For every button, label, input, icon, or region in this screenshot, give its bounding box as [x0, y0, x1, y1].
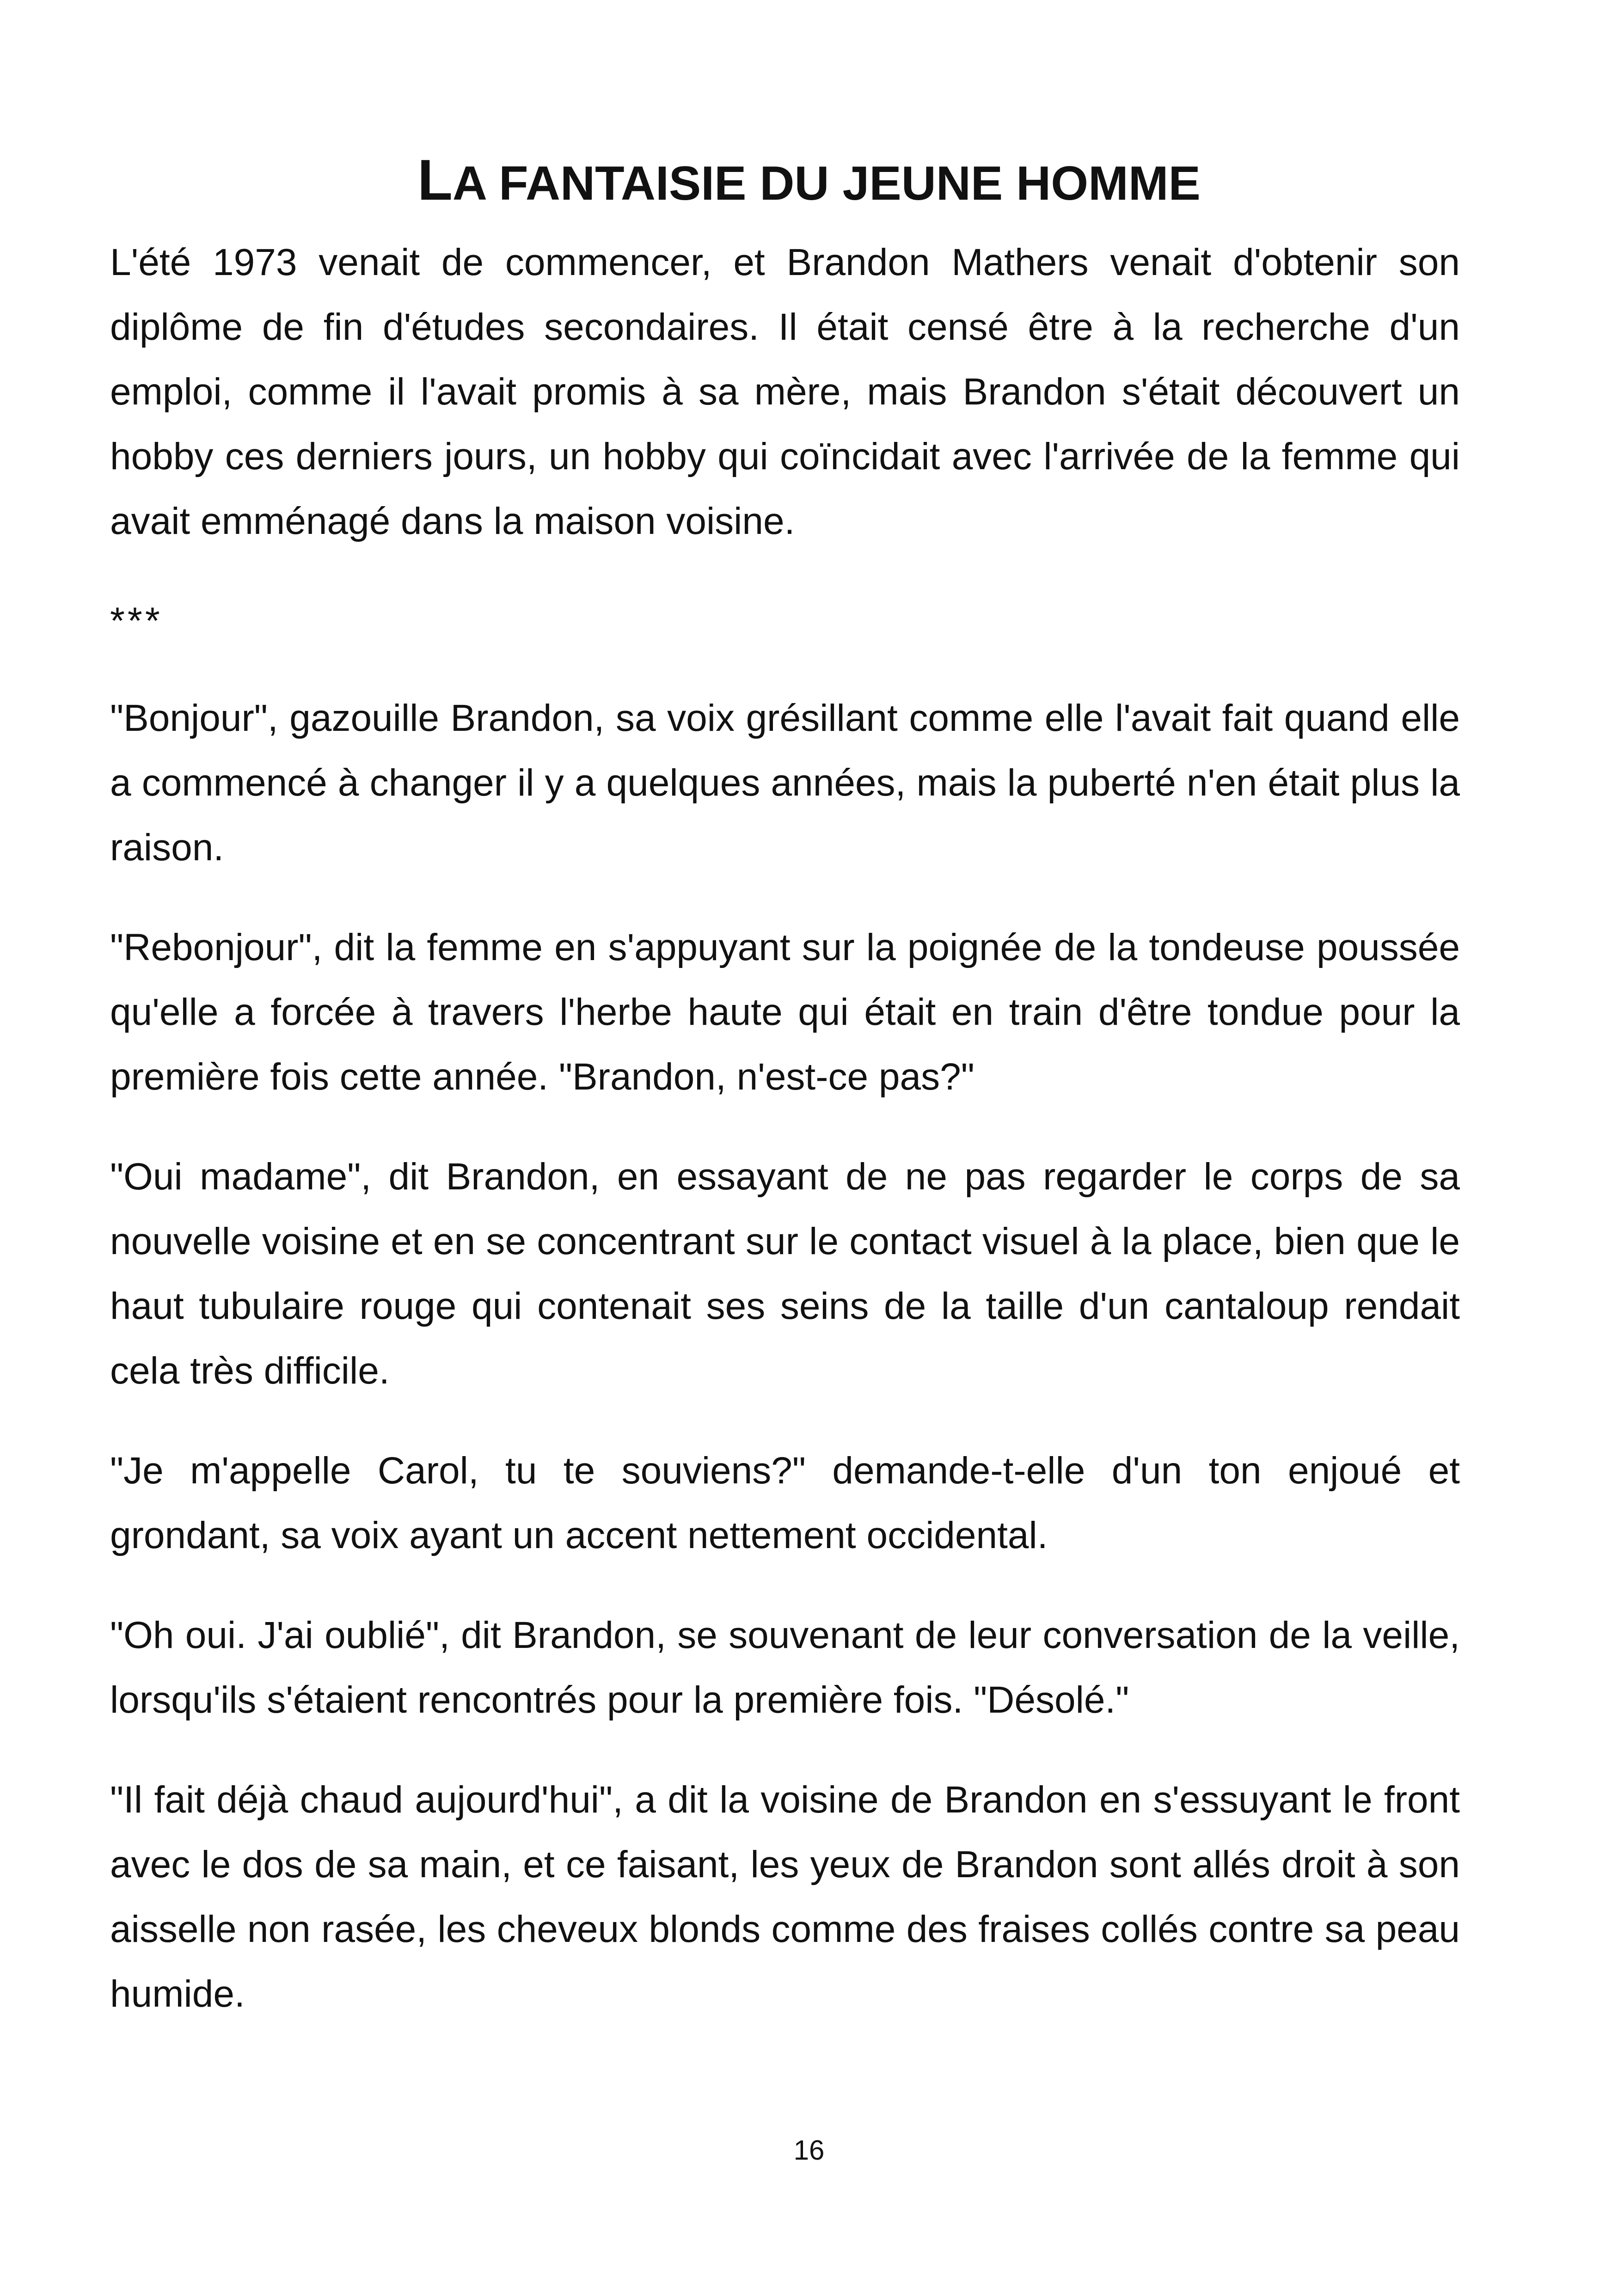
chapter-title-rest: A FANTAISIE DU JEUNE HOMME — [452, 156, 1201, 210]
paragraph-7: "Il fait déjà chaud aujourd'hui", a dit la voisine de Brandon en s'essuyant le front avec le dos de sa main, et ce faisant, les yeux de Brandon sont allés droit à son aisselle non rasée, les cheveux blonds comme des fraises collés contre sa peau humide. — [110, 1779, 1460, 2015]
paragraph-6: "Oh oui. J'ai oublié", dit Brandon, se souvenant de leur conversation de la veille, lorsqu'ils s'étaient rencontrés pour la première fois. "Désolé." — [110, 1614, 1460, 1721]
paragraph-5: "Je m'appelle Carol, tu te souviens?" demande-t-elle d'un ton enjoué et grondant, sa voix ayant un accent nettement occidental. — [110, 1450, 1460, 1556]
scene-separator: *** — [110, 600, 163, 642]
page-number: 16 — [793, 2135, 825, 2166]
chapter-title — [111, 148, 1507, 216]
paragraph-3: "Rebonjour", dit la femme en s'appuyant sur la poignée de la tondeuse poussée qu'elle a forcée à travers l'herbe haute qui était en train d'être tondue pour la première fois cette année. "Brandon, n'est-ce pas?" — [110, 926, 1460, 1098]
paragraph-2: "Bonjour", gazouille Brandon, sa voix grésillant comme elle l'avait fait quand elle a commencé à changer il y a quelques années, mais la puberté n'en était plus la raison. — [110, 697, 1460, 869]
chapter-body — [110, 230, 1460, 2062]
paragraph-4: "Oui madame", dit Brandon, en essayant de ne pas regarder le corps de sa nouvelle voisine et en se concentrant sur le contact visuel à la place, bien que le haut tubulaire rouge qui contenait ses seins de la taille d'un cantaloup rendait cela très difficile. — [110, 1156, 1460, 1392]
paragraph-1: L'été 1973 venait de commencer, et Brandon Mathers venait d'obtenir son diplôme de fin d'études secondaires. Il était censé être à la recherche d'un emploi, comme il l'avait promis à sa mère, mais Brandon s'était découvert un hobby ces derniers jours, un hobby qui coïncidait avec l'arrivée de la femme qui avait emménagé dans la maison voisine. — [110, 241, 1460, 542]
chapter-title-initial: L — [417, 148, 453, 212]
